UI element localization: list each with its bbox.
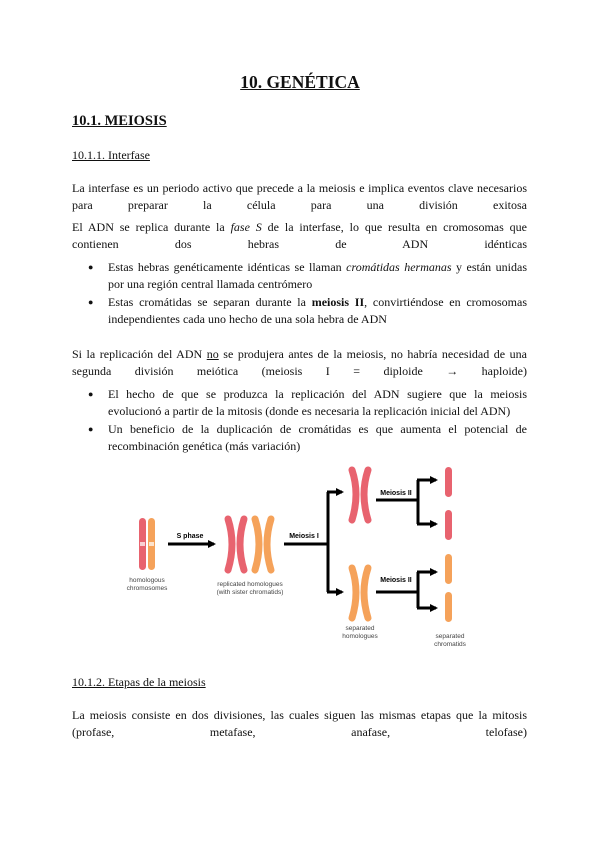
label-homologous-1: homologous bbox=[129, 577, 165, 584]
bullet-list-cromatidas bbox=[72, 259, 527, 329]
separated-chromatids-figure bbox=[445, 467, 452, 622]
label-meiosis-ii-bottom: Meiosis II bbox=[380, 577, 412, 584]
paragraph-line: La meiosis consiste en dos divisiones, las cuales siguen las mismas etapas que la mitosis bbox=[72, 708, 527, 722]
label-separated-1: separated bbox=[345, 625, 375, 632]
text-run: , convirtiéndose en cromosomas bbox=[364, 295, 527, 309]
list-item bbox=[72, 421, 527, 454]
meiosis-diagram bbox=[120, 462, 492, 658]
list-item-line: independientes cada uno hecho de una sola hebra de ADN bbox=[108, 311, 387, 326]
label-s-phase: S phase bbox=[176, 533, 204, 540]
text-run: Estas hebras genéticamente idénticas se llaman bbox=[108, 260, 347, 274]
paragraph-line: para preparar la célula para una división exitosa bbox=[72, 197, 527, 212]
section-heading: 10.1. MEIOSIS bbox=[72, 113, 167, 129]
paragraph-line bbox=[72, 346, 527, 363]
document-title: 10. GENÉTICA bbox=[240, 72, 360, 92]
text-run: se produjera antes de la meiosis, no habría necesidad de una bbox=[218, 347, 527, 361]
text-run: Si la replicación del ADN bbox=[72, 347, 207, 361]
list-item-line: ● El hecho de que se produzca la replicación del ADN sugiere que la meiosis bbox=[108, 387, 527, 401]
paragraph-line: contienen dos hebras de ADN idénticas bbox=[72, 236, 527, 251]
emphasis-fase-s: fase S bbox=[230, 220, 262, 234]
list-item bbox=[72, 386, 527, 419]
paragraph-line: La interfase es un periodo activo que precede a la meiosis e implica eventos clave necesarios bbox=[72, 181, 527, 195]
text-run: de la interfase, lo que resulta en cromosomas que bbox=[261, 220, 527, 234]
replicated-homologues-figure bbox=[228, 519, 271, 570]
homologous-chromosomes-figure bbox=[139, 518, 155, 570]
label-separated-2: homologues bbox=[342, 633, 378, 640]
list-item bbox=[72, 294, 527, 327]
label-chromatids-1: separated bbox=[435, 633, 465, 640]
text-run: El ADN se replica durante la bbox=[72, 220, 231, 234]
paragraph-adn-replica bbox=[72, 219, 527, 252]
subsection-heading-interfase: 10.1.1. Interfase bbox=[72, 148, 150, 162]
list-item-line bbox=[108, 294, 527, 311]
bullet-list-mitosis bbox=[72, 386, 527, 456]
label-meiosis-ii-top: Meiosis II bbox=[380, 490, 412, 497]
paragraph-line: segunda división meiótica (meiosis I = diploide → haploide) bbox=[72, 363, 527, 378]
list-item-line: recombinación genética (más variación) bbox=[108, 438, 301, 453]
label-replicated-2: (with sister chromatids) bbox=[216, 589, 284, 596]
strong-meiosis-ii: meiosis II bbox=[311, 295, 365, 309]
paragraph-etapas bbox=[72, 707, 527, 740]
subsection-heading-etapas: 10.1.2. Etapas de la meiosis bbox=[72, 675, 206, 689]
list-item bbox=[72, 259, 527, 292]
paragraph-interfase bbox=[72, 180, 527, 213]
paragraph-replicacion bbox=[72, 346, 527, 379]
label-meiosis-i: Meiosis I bbox=[289, 533, 319, 540]
separated-homologue-orange-figure bbox=[352, 568, 368, 618]
list-item-line bbox=[108, 259, 527, 276]
label-homologous-2: chromosomes bbox=[126, 585, 168, 592]
emphasis-cromatidas-hermanas: cromátidas hermanas bbox=[346, 260, 452, 274]
label-chromatids-2: chromatids bbox=[434, 641, 466, 648]
separated-homologue-pink-figure bbox=[352, 470, 368, 520]
text-run: Estas cromátidas se separan durante la bbox=[108, 295, 312, 309]
label-replicated-1: replicated homologues bbox=[217, 581, 283, 588]
list-item-line: evolucionó a partir de la mitosis (donde es necesaria la replicación inicial del ADN) bbox=[108, 403, 511, 418]
underline-no: no bbox=[206, 347, 219, 361]
text-run: y están unidas bbox=[451, 260, 527, 274]
paragraph-line: (profase, metafase, anafase, telofase) bbox=[72, 724, 527, 739]
list-item-line: por una región central llamada centrómero bbox=[108, 276, 313, 291]
list-item-line: ● Un beneficio de la duplicación de cromátidas es que aumenta el potencial de bbox=[108, 422, 527, 436]
paragraph-line bbox=[72, 219, 527, 236]
